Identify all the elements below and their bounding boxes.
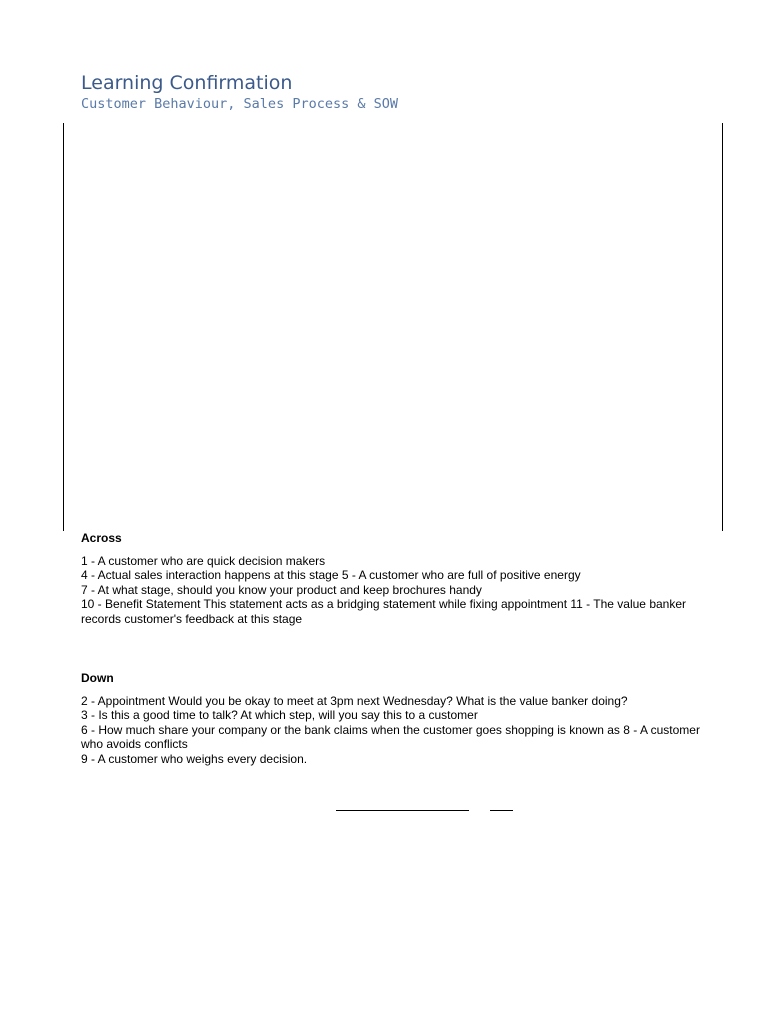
down-heading: Down (81, 671, 114, 685)
down-clue-line: 2 - Appointment Would you be okay to meet at 3pm next Wednesday? What is the value banker doing? (81, 693, 628, 708)
down-clue-line: 9 - A customer who weighs every decision. (81, 751, 308, 766)
across-clue-line: 4 - Actual sales interaction happens at this stage 5 - A customer who are full of positive energy (81, 568, 581, 582)
across-clue-line: 7 - At what stage, should you know your product and keep brochures handy (81, 582, 482, 597)
down-clue-line: who avoids conflicts (81, 737, 188, 751)
across-clues-section (81, 531, 728, 626)
down-clue-line: 6 - How much share your company or the bank claims when the customer goes shopping is known as 8 - A customer (81, 722, 700, 737)
crossword-frame-left-border (63, 123, 64, 531)
page-title: Learning Confirmation (81, 72, 293, 94)
across-clue-line: records customer's feedback at this stage (81, 611, 303, 626)
crossword-frame-right-border (722, 123, 723, 531)
date-signature-line (490, 810, 513, 811)
down-clues-section (81, 671, 728, 766)
across-clue-line: 10 - Benefit Statement This statement acts as a bridging statement while fixing appointment 11 - The value banker (81, 597, 687, 611)
down-clue-line: 3 - Is this a good time to talk? At which step, will you say this to a customer (81, 708, 478, 722)
page-subtitle: Customer Behaviour, Sales Process & SOW (81, 96, 398, 112)
across-clue-line: 1 - A customer who are quick decision makers (81, 553, 326, 568)
name-signature-line (336, 810, 469, 811)
across-heading: Across (81, 531, 122, 545)
